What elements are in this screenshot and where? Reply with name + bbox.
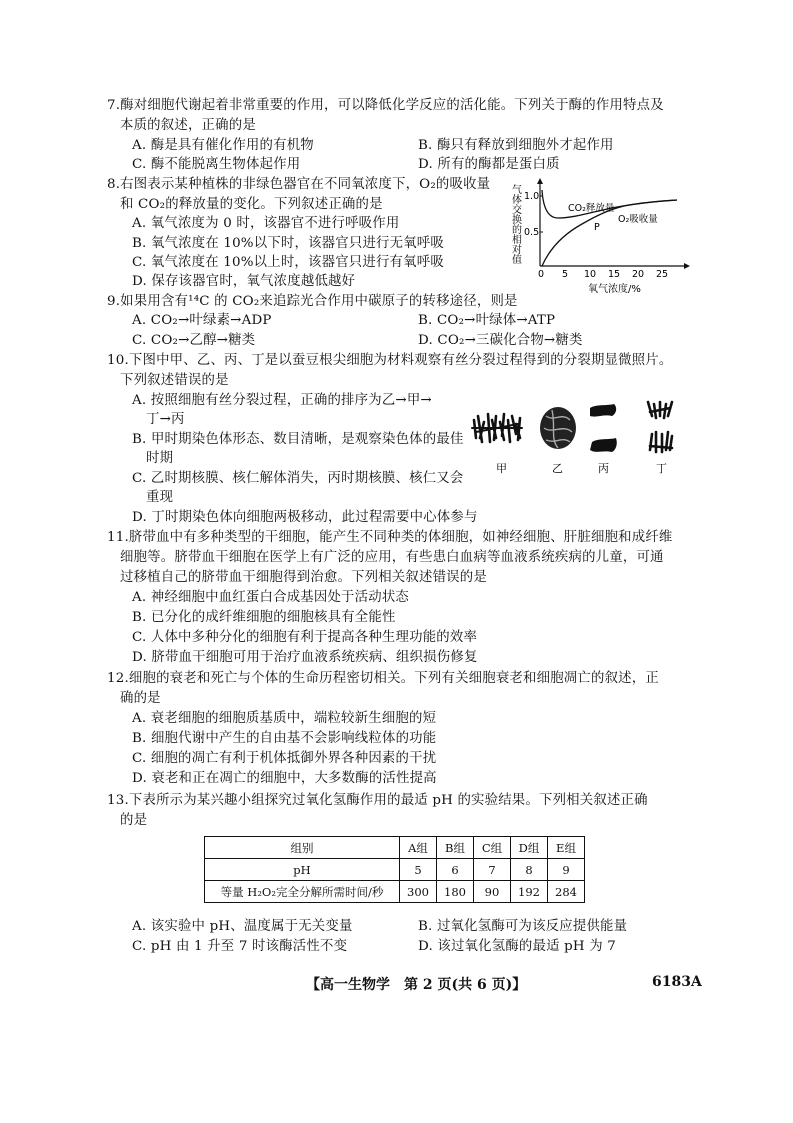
q11-stem-line2: 细胞等。脐带血干细胞在医学上有广泛的应用，有些患白血病等血液系统疾病的儿童，可通 [120,550,664,565]
q11-option-d: D. 脐带血干细胞可用于治疗血液系统疾病、组织损伤修复 [132,650,478,665]
q8-graph-xtick-10: 10 [584,269,597,280]
table-cell: A组 [400,837,437,859]
table-row [205,881,585,903]
q13-stem-line2: 的是 [120,813,148,828]
q7-stem-line2: 本质的叙述，正确的是 [120,118,256,133]
q8-option-c: C. 氧气浓度在 10%以上时，该器官只进行有氧呼吸 [132,255,444,270]
table-cell: 180 [437,881,474,903]
table-cell: 7 [474,859,511,881]
table-cell: 6 [437,859,474,881]
q8-graph-xtick-15: 15 [608,269,621,280]
table-cell: 284 [548,881,585,903]
q10-cell-jia [472,414,522,442]
q10-option-c-line1: C. 乙时期核膜、核仁解体消失，丙时期核膜、核仁又会 [132,471,464,486]
table-cell: 300 [400,881,437,903]
q7-option-d: D. 所有的酶都是蛋白质 [418,157,560,172]
q13-data-table [204,836,585,903]
q8-co2-label: CO₂释放量 [568,203,615,214]
q10-label-yi: 乙 [552,462,563,475]
table-cell: E组 [548,837,585,859]
q10-label-ding: 丁 [656,462,667,475]
q9-option-d: D. CO₂→三碳化合物→糖类 [418,333,583,348]
q10-option-a-line2: 丁→丙 [146,412,185,427]
table-cell: 90 [474,881,511,903]
q8-stem-line1: 8.右图表示某种植株的非绿色器官在不同氧浓度下，O₂的吸收量 [107,177,491,192]
q7-option-b: B. 酶只有释放到细胞外才起作用 [418,138,614,153]
q8-graph-xtick-5: 5 [562,269,569,280]
table-cell: 5 [400,859,437,881]
q10-cell-yi [540,407,576,449]
q7-stem-line1: 7.酶对细胞代谢起着非常重要的作用，可以降低化学反应的活化能。下列关于酶的作用特点及 [107,98,664,113]
q11-stem-line1: 11.脐带血中有多种类型的干细胞，能产生不同种类的体细胞，如神经细胞、肝脏细胞和成纤维 [107,530,673,545]
q10-option-d: D. 丁时期染色体向细胞两极移动，此过程需要中心体参与 [132,510,478,525]
q7-option-a: A. 酶是具有催化作用的有机物 [132,138,314,153]
q8-respiration-graph [509,176,690,296]
table-row [205,837,585,859]
q12-option-a: A. 衰老细胞的细胞质基质中，端粒较新生细胞的短 [132,711,437,726]
q9-option-c: C. CO₂→乙醇→糖类 [132,333,256,348]
paper-code: 6183A [652,974,702,990]
table-cell: pH [205,859,400,881]
q13-stem-line1: 13.下表所示为某兴趣小组探究过氧化氢酶作用的最适 pH 的实验结果。下列相关叙述正确 [107,793,648,808]
page-footer: 【高一生物学 第 2 页(共 6 页)】 [306,977,527,993]
table-cell: B组 [437,837,474,859]
q8-o2-label: O₂吸收量 [618,214,658,225]
q12-option-d: D. 衰老和正在凋亡的细胞中，大多数酶的活性提高 [132,771,437,786]
q10-stem-line1: 10.下图中甲、乙、丙、丁是以蚕豆根尖细胞为材料观察有丝分裂过程得到的分裂期显微照片。 [107,353,673,368]
q8-graph-xtick-20: 20 [632,269,645,280]
q10-label-jia: 甲 [496,462,507,475]
q12-stem-line1: 12.细胞的衰老和死亡与个体的生命历程密切相关。下列有关细胞衰老和细胞凋亡的叙述，正 [107,671,659,686]
q12-stem-line2: 确的是 [120,691,161,706]
table-cell: 等量 H₂O₂完全分解所需时间/秒 [205,881,400,903]
q10-option-c-line2: 重现 [146,490,174,505]
q8-option-d: D. 保存该器官时，氧气浓度越低越好 [132,274,356,289]
q10-mitosis-micrographs [466,398,702,478]
q10-option-b-line1: B. 甲时期染色体形态、数目清晰，是观察染色体的最佳 [132,432,464,447]
q9-option-b: B. CO₂→叶绿体→ATP [418,313,556,328]
q7-option-c: C. 酶不能脱离生物体起作用 [132,157,301,172]
table-cell: 8 [511,859,548,881]
q8-graph-ylabel: 气体交换的相对值 [509,184,521,264]
q10-option-a-line1: A. 按照细胞有丝分裂过程，正确的排序为乙→甲→ [132,393,432,408]
q11-option-a: A. 神经细胞中血红蛋白合成基因处于活动状态 [132,590,410,605]
q11-option-c: C. 人体中多种分化的细胞有利于提高各种生理功能的效率 [132,630,478,645]
q10-option-b-line2: 时期 [146,451,174,466]
q10-cell-bing [590,404,617,452]
q11-stem-line3: 过移植自己的脐带血干细胞得到治愈。下列相关叙述错误的是 [120,570,487,585]
q10-stem-line2: 下列叙述错误的是 [120,373,229,388]
q9-stem: 9.如果用含有¹⁴C 的 CO₂来追踪光合作用中碳原子的转移途径，则是 [107,294,518,309]
q8-graph-ytick-05: 0.5 [524,227,540,238]
q13-option-d: D. 该过氧化氢酶的最适 pH 为 7 [418,939,617,954]
q8-stem-line2: 和 CO₂的释放量的变化。下列叙述正确的是 [120,197,383,212]
q8-graph-xlabel: 氧气浓度/% [588,284,641,295]
q11-option-b: B. 已分化的成纤维细胞的细胞核具有全能性 [132,610,396,625]
q12-option-b: B. 细胞代谢中产生的自由基不会影响线粒体的功能 [132,731,437,746]
q10-cell-ding [648,402,672,452]
table-row [205,859,585,881]
q8-point-p-label: P [594,222,600,233]
table-cell: 组别 [205,837,400,859]
q12-option-c: C. 细胞的凋亡有利于机体抵御外界各种因素的干扰 [132,751,437,766]
q13-option-c: C. pH 由 1 升至 7 时该酶活性不变 [132,939,348,954]
table-cell: D组 [511,837,548,859]
q8-graph-ytick-1: 1.0 [524,191,540,202]
q8-graph-xtick-25: 25 [656,269,669,280]
q13-option-b: B. 过氧化氢酶可为该反应提供能量 [418,919,628,934]
q8-graph-xtick-0: 0 [538,269,545,280]
q13-option-a: A. 该实验中 pH、温度属于无关变量 [132,919,353,934]
q9-option-a: A. CO₂→叶绿素→ADP [132,313,272,328]
table-cell: C组 [474,837,511,859]
table-cell: 192 [511,881,548,903]
table-cell: 9 [548,859,585,881]
q10-label-bing: 丙 [598,462,609,475]
q8-option-b: B. 氧气浓度在 10%以下时，该器官只进行无氧呼吸 [132,236,444,251]
q8-option-a: A. 氧气浓度为 0 时，该器官不进行呼吸作用 [132,216,400,231]
